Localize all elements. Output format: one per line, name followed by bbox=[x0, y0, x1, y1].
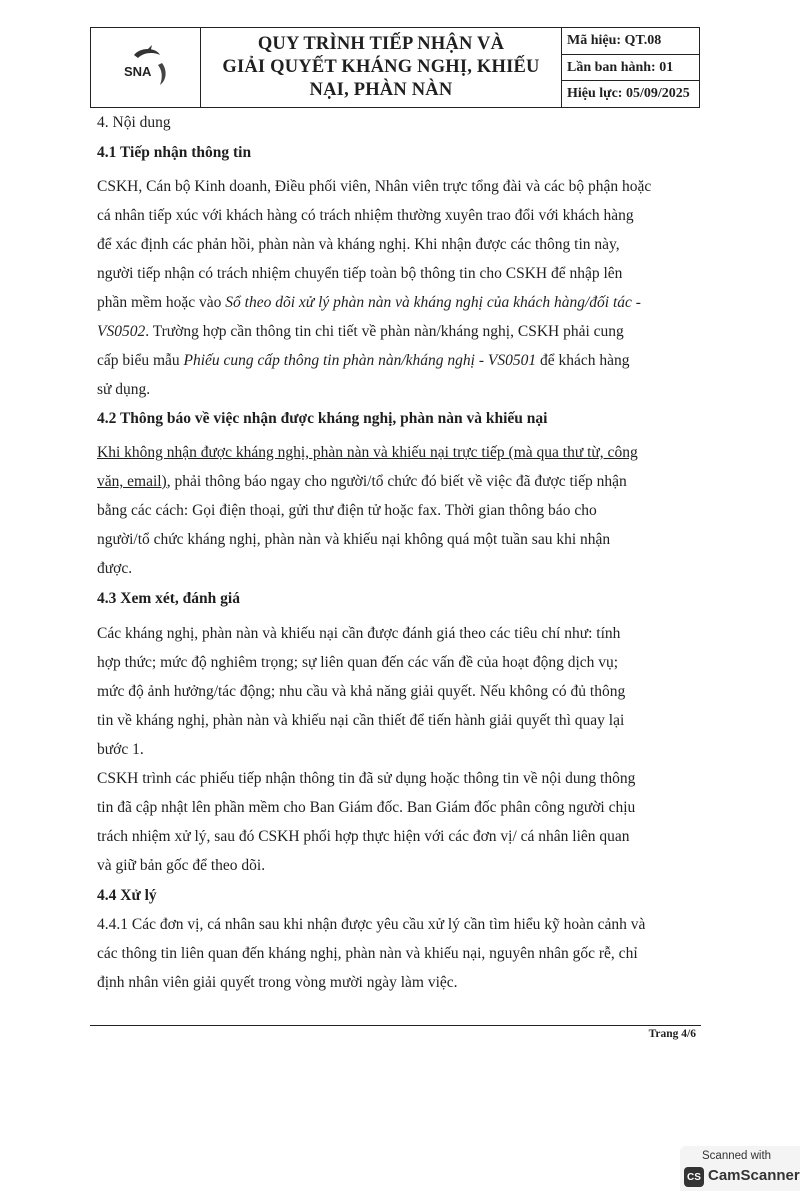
camscanner-icon: CS bbox=[684, 1167, 704, 1187]
footer-divider bbox=[90, 1025, 701, 1026]
scanned-with-text: Scanned with bbox=[702, 1150, 772, 1162]
s42-line-2-underlined: văn, email) bbox=[97, 473, 167, 490]
s43-line-3: mức độ ảnh hưởng/tác động; nhu cầu và khả năng giải quyết. Nếu không có đủ thông bbox=[97, 683, 626, 700]
form-reference-vs0501: Phiếu cung cấp thông tin phàn nàn/kháng nghị - VS0501 bbox=[183, 352, 537, 369]
page-number: Trang 4/6 bbox=[648, 1028, 696, 1040]
s43-line-4: tin về kháng nghị, phàn nàn và khiếu nại cần thiết để tiến hành giải quyết thì quay lại bbox=[97, 712, 625, 729]
form-reference-vs0502: Sổ theo dõi xử lý phàn nàn và kháng nghị của khách hàng/đối tác - bbox=[225, 294, 641, 311]
s43-line-8: trách nhiệm xử lý, sau đó CSKH phối hợp thực hiện với các đơn vị/ cá nhân liên quan bbox=[97, 828, 630, 845]
s43-line-1: Các kháng nghị, phàn nàn và khiếu nại cần được đánh giá theo các tiêu chí như: tính bbox=[97, 625, 621, 642]
s44-line-3: định nhân viên giải quyết trong vòng mười ngày làm việc. bbox=[97, 974, 458, 991]
section-title: 4. Nội dung bbox=[97, 114, 171, 131]
title-line-3: NẠI, PHÀN NÀN bbox=[309, 80, 453, 100]
camscanner-brand: CamScanner bbox=[708, 1167, 800, 1184]
document-meta bbox=[562, 28, 699, 107]
s43-line-7: tin đã cập nhật lên phần mềm cho Ban Giám đốc. Ban Giám đốc phân công người chịu bbox=[97, 799, 636, 816]
s43-line-6: CSKH trình các phiếu tiếp nhận thông tin đã sử dụng hoặc thông tin về nội dung thông bbox=[97, 770, 636, 787]
s41-line-1: CSKH, Cán bộ Kinh doanh, Điều phối viên, Nhân viên trực tổng đài và các bộ phận hoặc bbox=[97, 178, 652, 195]
document-title bbox=[201, 28, 562, 107]
s44-line-1: 4.4.1 Các đơn vị, cá nhân sau khi nhận được yêu cầu xử lý cần tìm hiểu kỹ hoàn cảnh và bbox=[97, 916, 646, 933]
s43-line-9: và giữ bản gốc để theo dõi. bbox=[97, 857, 266, 874]
form-code-vs0502: VS0502 bbox=[97, 323, 146, 340]
s41-line-3: để xác định các phản hồi, phàn nàn và kháng nghị. Khi nhận được các thông tin này, bbox=[97, 236, 620, 253]
s41-line-6 bbox=[97, 323, 624, 341]
s42-line-3: bằng các cách: Gọi điện thoại, gửi thư điện tử hoặc fax. Thời gian thông báo cho bbox=[97, 502, 597, 519]
heading-4-1: 4.1 Tiếp nhận thông tin bbox=[97, 144, 252, 161]
document-header bbox=[90, 27, 700, 108]
svg-text:SNA: SNA bbox=[123, 63, 151, 79]
doc-code: Mã hiệu: QT.08 bbox=[562, 28, 699, 55]
s42-line-2-text: , phải thông báo ngay cho người/tổ chức đó biết về việc đã được tiếp nhận bbox=[166, 473, 627, 490]
s41-line-2: cá nhân tiếp xúc với khách hàng có trách nhiệm thường xuyên trao đổi với khách hàng bbox=[97, 207, 634, 224]
s41-line-4: người tiếp nhận có trách nhiệm chuyển tiếp toàn bộ thông tin cho CSKH để nhập lên bbox=[97, 265, 623, 282]
s44-line-2: các thông tin liên quan đến kháng nghị, phàn nàn và khiếu nại, nguyên nhân gốc rễ, chỉ bbox=[97, 945, 638, 962]
issue-number: Lần ban hành: 01 bbox=[562, 55, 699, 82]
company-logo bbox=[91, 28, 201, 107]
s43-line-5: bước 1. bbox=[97, 741, 144, 758]
s41-line-6-text: . Trường hợp cần thông tin chi tiết về phàn nàn/kháng nghị, CSKH phải cung bbox=[145, 323, 624, 340]
heading-4-4: 4.4 Xử lý bbox=[97, 887, 157, 904]
heading-4-3: 4.3 Xem xét, đánh giá bbox=[97, 590, 240, 607]
sna-logo-icon bbox=[116, 43, 176, 93]
s41-line-5 bbox=[97, 294, 641, 312]
s41-line-7-pre: cấp biểu mẫu bbox=[97, 352, 184, 369]
s41-line-7-post: để khách hàng bbox=[536, 352, 630, 369]
heading-4-2: 4.2 Thông báo về việc nhận được kháng nghị, phàn nàn và khiếu nại bbox=[97, 410, 548, 427]
s43-line-2: hợp thức; mức độ nghiêm trọng; sự liên quan đến các vấn đề của hoạt động dịch vụ; bbox=[97, 654, 619, 671]
s42-line-1: Khi không nhận được kháng nghị, phàn nàn và khiếu nại trực tiếp (mà qua thư từ, công bbox=[97, 444, 638, 461]
s42-line-5: được. bbox=[97, 560, 133, 577]
s42-line-2 bbox=[97, 473, 627, 491]
s41-line-5-text: phần mềm hoặc vào bbox=[97, 294, 226, 311]
title-line-2: GIẢI QUYẾT KHÁNG NGHỊ, KHIẾU bbox=[222, 57, 540, 77]
camscanner-watermark bbox=[680, 1146, 800, 1191]
title-line-1: QUY TRÌNH TIẾP NHẬN VÀ bbox=[257, 34, 505, 54]
s42-line-4: người/tổ chức kháng nghị, phàn nàn và khiếu nại không quá một tuần sau khi nhận bbox=[97, 531, 611, 548]
s41-line-7 bbox=[97, 352, 630, 370]
effective-date: Hiệu lực: 05/09/2025 bbox=[567, 86, 690, 102]
s41-line-8: sử dụng. bbox=[97, 381, 151, 398]
